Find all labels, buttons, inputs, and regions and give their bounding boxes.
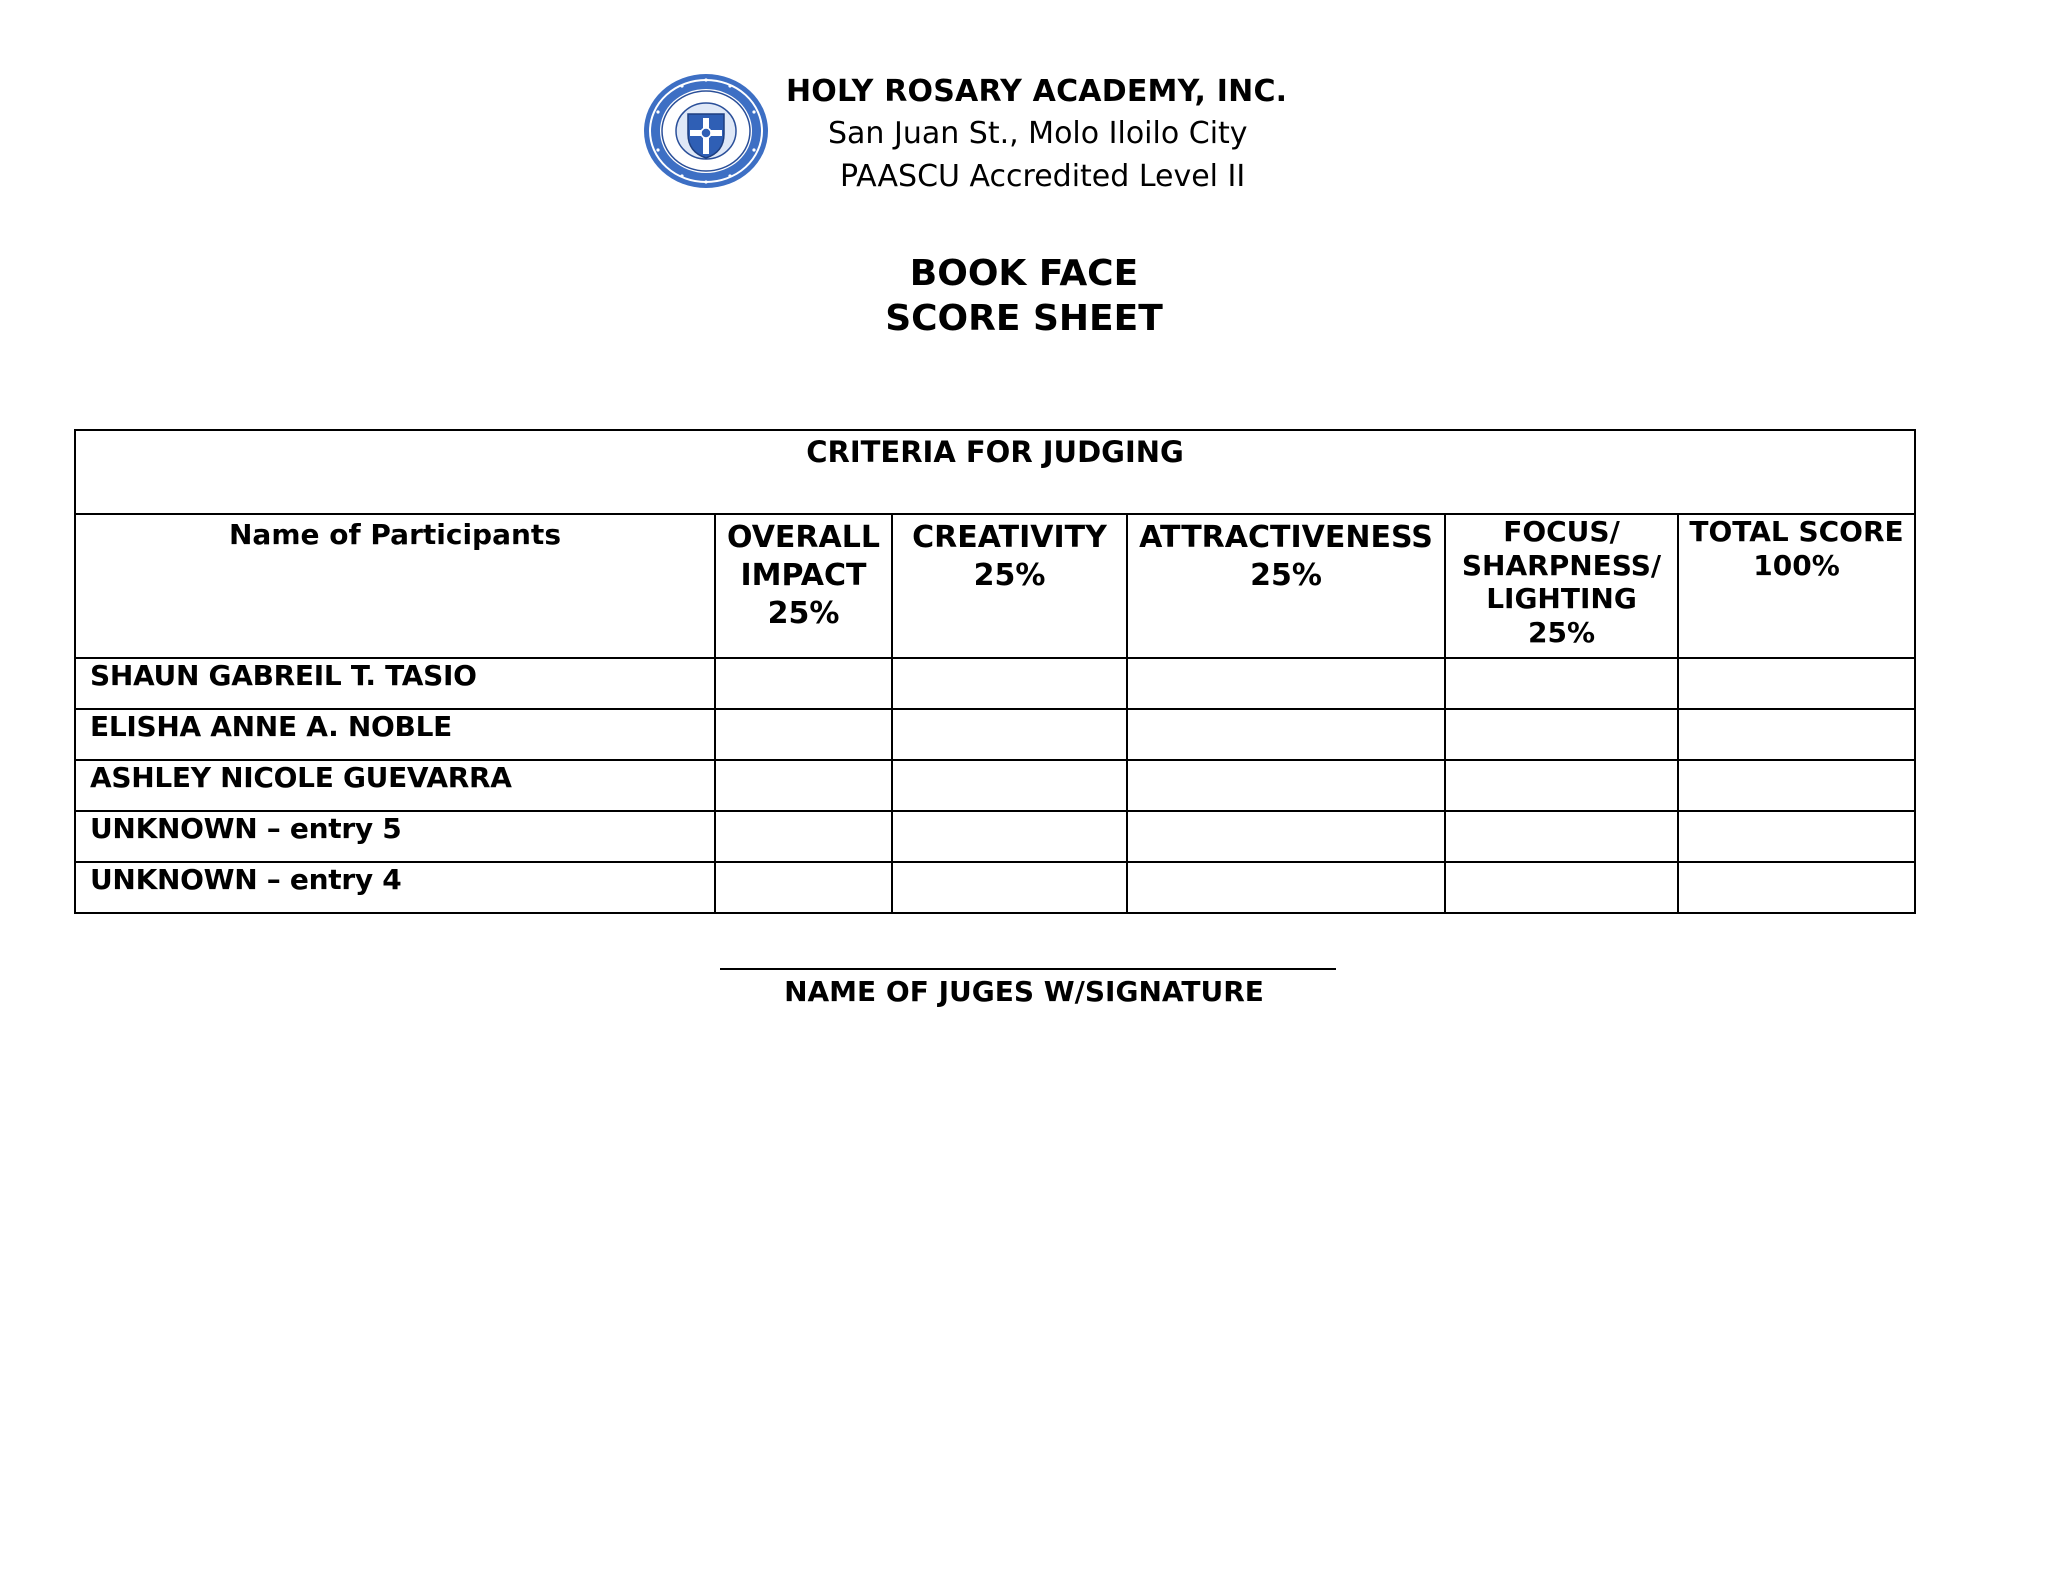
total-score-cell xyxy=(1678,862,1915,913)
document-subtitle: SCORE SHEET xyxy=(885,298,1163,339)
participant-name: SHAUN GABREIL T. TASIO xyxy=(75,658,715,709)
overall-impact-column-header xyxy=(715,514,892,658)
criteria-heading-row xyxy=(75,430,1915,514)
participant-name: UNKNOWN – entry 4 xyxy=(75,862,715,913)
focus-sharpness-lighting-column-header xyxy=(1445,514,1678,658)
overall-impact-score-cell xyxy=(715,760,892,811)
header-weight: 100% xyxy=(1753,548,1840,582)
header-line: OVERALL xyxy=(727,520,880,555)
total-score-cell xyxy=(1678,658,1915,709)
attractiveness-column-header xyxy=(1127,514,1445,658)
header-weight: 25% xyxy=(973,557,1046,593)
header-line: TOTAL SCORE xyxy=(1689,515,1904,548)
attractiveness-score-cell xyxy=(1127,862,1445,913)
creativity-score-cell xyxy=(892,658,1127,709)
table-row xyxy=(75,862,1915,913)
table-row xyxy=(75,811,1915,862)
school-accreditation: PAASCU Accredited Level II xyxy=(840,159,1246,194)
focus-score-cell xyxy=(1445,658,1678,709)
focus-score-cell xyxy=(1445,862,1678,913)
creativity-score-cell xyxy=(892,709,1127,760)
signature-label: NAME OF JUGES W/SIGNATURE xyxy=(784,975,1264,1008)
header-line: CREATIVITY xyxy=(912,520,1107,555)
header-line: ATTRACTIVENESS xyxy=(1139,520,1433,555)
total-score-column-header xyxy=(1678,514,1915,658)
school-seal-icon xyxy=(642,72,770,190)
document-title: BOOK FACE xyxy=(909,253,1139,294)
attractiveness-score-cell xyxy=(1127,709,1445,760)
school-address: San Juan St., Molo Iloilo City xyxy=(828,116,1248,151)
attractiveness-score-cell xyxy=(1127,760,1445,811)
overall-impact-score-cell xyxy=(715,658,892,709)
total-score-cell xyxy=(1678,709,1915,760)
total-score-cell xyxy=(1678,811,1915,862)
participant-name: UNKNOWN – entry 5 xyxy=(75,811,715,862)
header-line: FOCUS/ xyxy=(1503,515,1620,548)
creativity-column-header xyxy=(892,514,1127,658)
overall-impact-score-cell xyxy=(715,709,892,760)
header-line: IMPACT xyxy=(740,557,867,593)
focus-score-cell xyxy=(1445,760,1678,811)
focus-score-cell xyxy=(1445,811,1678,862)
score-table xyxy=(74,429,1916,914)
letterhead xyxy=(0,68,2048,198)
focus-score-cell xyxy=(1445,709,1678,760)
overall-impact-score-cell xyxy=(715,862,892,913)
header-weight: 25% xyxy=(1527,615,1596,649)
creativity-score-cell xyxy=(892,760,1127,811)
table-row xyxy=(75,658,1915,709)
criteria-heading: CRITERIA FOR JUDGING xyxy=(75,430,1915,514)
signature-line xyxy=(720,968,1336,970)
participants-column-header: Name of Participants xyxy=(75,514,715,658)
participant-name: ASHLEY NICOLE GUEVARRA xyxy=(75,760,715,811)
creativity-score-cell xyxy=(892,811,1127,862)
attractiveness-score-cell xyxy=(1127,811,1445,862)
participant-name: ELISHA ANNE A. NOBLE xyxy=(75,709,715,760)
table-row xyxy=(75,709,1915,760)
school-name: HOLY ROSARY ACADEMY, INC. xyxy=(786,74,1288,109)
header-line: LIGHTING xyxy=(1486,582,1637,616)
header-weight: 25% xyxy=(1250,557,1322,593)
column-header-row xyxy=(75,514,1915,658)
total-score-cell xyxy=(1678,760,1915,811)
header-line: SHARPNESS/ xyxy=(1461,548,1662,582)
creativity-score-cell xyxy=(892,862,1127,913)
overall-impact-score-cell xyxy=(715,811,892,862)
header-weight: 25% xyxy=(767,595,840,631)
table-row xyxy=(75,760,1915,811)
attractiveness-score-cell xyxy=(1127,658,1445,709)
